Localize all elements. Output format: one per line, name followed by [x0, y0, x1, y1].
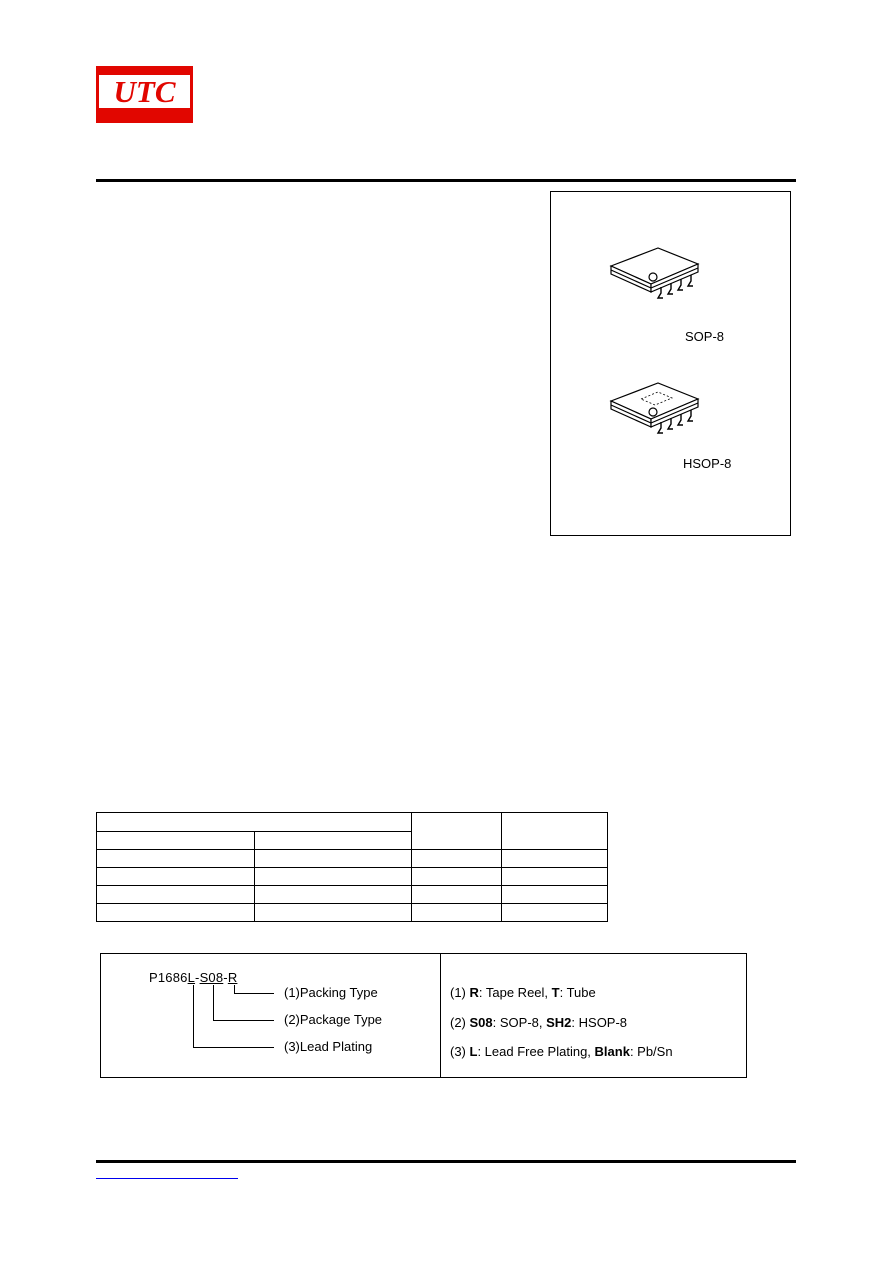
desc-num: (3) [450, 1044, 470, 1059]
table-cell [97, 850, 255, 868]
pn-sep1: - [195, 970, 200, 985]
table-row [97, 868, 608, 886]
desc-text: : Tape Reel, [478, 985, 552, 1000]
desc-num: (1) [450, 985, 470, 1000]
table-cell [97, 886, 255, 904]
sop8-label: SOP-8 [685, 329, 725, 344]
table-row [97, 904, 608, 922]
pn-packing: R [227, 970, 238, 985]
table-cell [97, 832, 255, 850]
table-cell [412, 850, 502, 868]
table-cell [97, 813, 412, 832]
connector-package-v [213, 985, 214, 1021]
connector-packing-h [234, 993, 274, 994]
table-cell [502, 813, 608, 850]
connector-lead-h [193, 1047, 274, 1048]
table-row [97, 850, 608, 868]
header-rule [96, 179, 796, 182]
table-cell [412, 886, 502, 904]
desc-package [450, 1015, 627, 1030]
desc-key: R [469, 985, 479, 1000]
table-cell [412, 904, 502, 922]
table-row [97, 886, 608, 904]
desc-key: Blank [594, 1044, 630, 1059]
desc-lead-plating [450, 1044, 673, 1059]
desc-key: S08 [469, 1015, 493, 1030]
pn-package: S08 [199, 970, 224, 985]
pn-sep2: - [223, 970, 228, 985]
desc-text: : SOP-8, [492, 1015, 547, 1030]
desc-text: : Tube [559, 985, 596, 1000]
table-cell [502, 904, 608, 922]
table-cell [97, 904, 255, 922]
pn-lead: L [187, 970, 196, 985]
table-cell [255, 868, 412, 886]
part-number [149, 970, 237, 985]
diagram-divider [440, 954, 441, 1077]
table-cell [412, 813, 502, 850]
table-cell [255, 886, 412, 904]
table-cell [502, 886, 608, 904]
table-cell [502, 868, 608, 886]
pn-base: P1686 [149, 970, 188, 985]
package-box [550, 191, 791, 536]
desc-key: L [469, 1044, 478, 1059]
desc-text: : HSOP-8 [571, 1015, 628, 1030]
table-row [97, 813, 608, 832]
hsop8-chip-icon [606, 379, 716, 444]
branch-packing-type: (1)Packing Type [284, 985, 378, 1000]
branch-lead-plating: (3)Lead Plating [284, 1039, 373, 1054]
table-cell [255, 832, 412, 850]
ordering-table [96, 812, 608, 922]
logo-text: UTC [113, 74, 176, 109]
branch-package-type: (2)Package Type [284, 1012, 383, 1027]
table-cell [97, 868, 255, 886]
desc-packing [450, 985, 596, 1000]
desc-text: : Lead Free Plating, [477, 1044, 595, 1059]
desc-text: : Pb/Sn [629, 1044, 673, 1059]
desc-key: T [551, 985, 560, 1000]
table-cell [255, 904, 412, 922]
table-cell [412, 868, 502, 886]
desc-key: SH2 [546, 1015, 572, 1030]
logo-inner [99, 75, 190, 108]
hsop8-label: HSOP-8 [683, 456, 732, 471]
table-cell [255, 850, 412, 868]
part-number-diagram [100, 953, 747, 1078]
connector-package-h [213, 1020, 274, 1021]
connector-lead-v [193, 985, 194, 1048]
footer-rule [96, 1160, 796, 1163]
footer-link[interactable] [96, 1178, 238, 1179]
sop8-chip-icon [606, 244, 716, 309]
utc-logo [96, 66, 193, 123]
table-cell [502, 850, 608, 868]
desc-num: (2) [450, 1015, 470, 1030]
